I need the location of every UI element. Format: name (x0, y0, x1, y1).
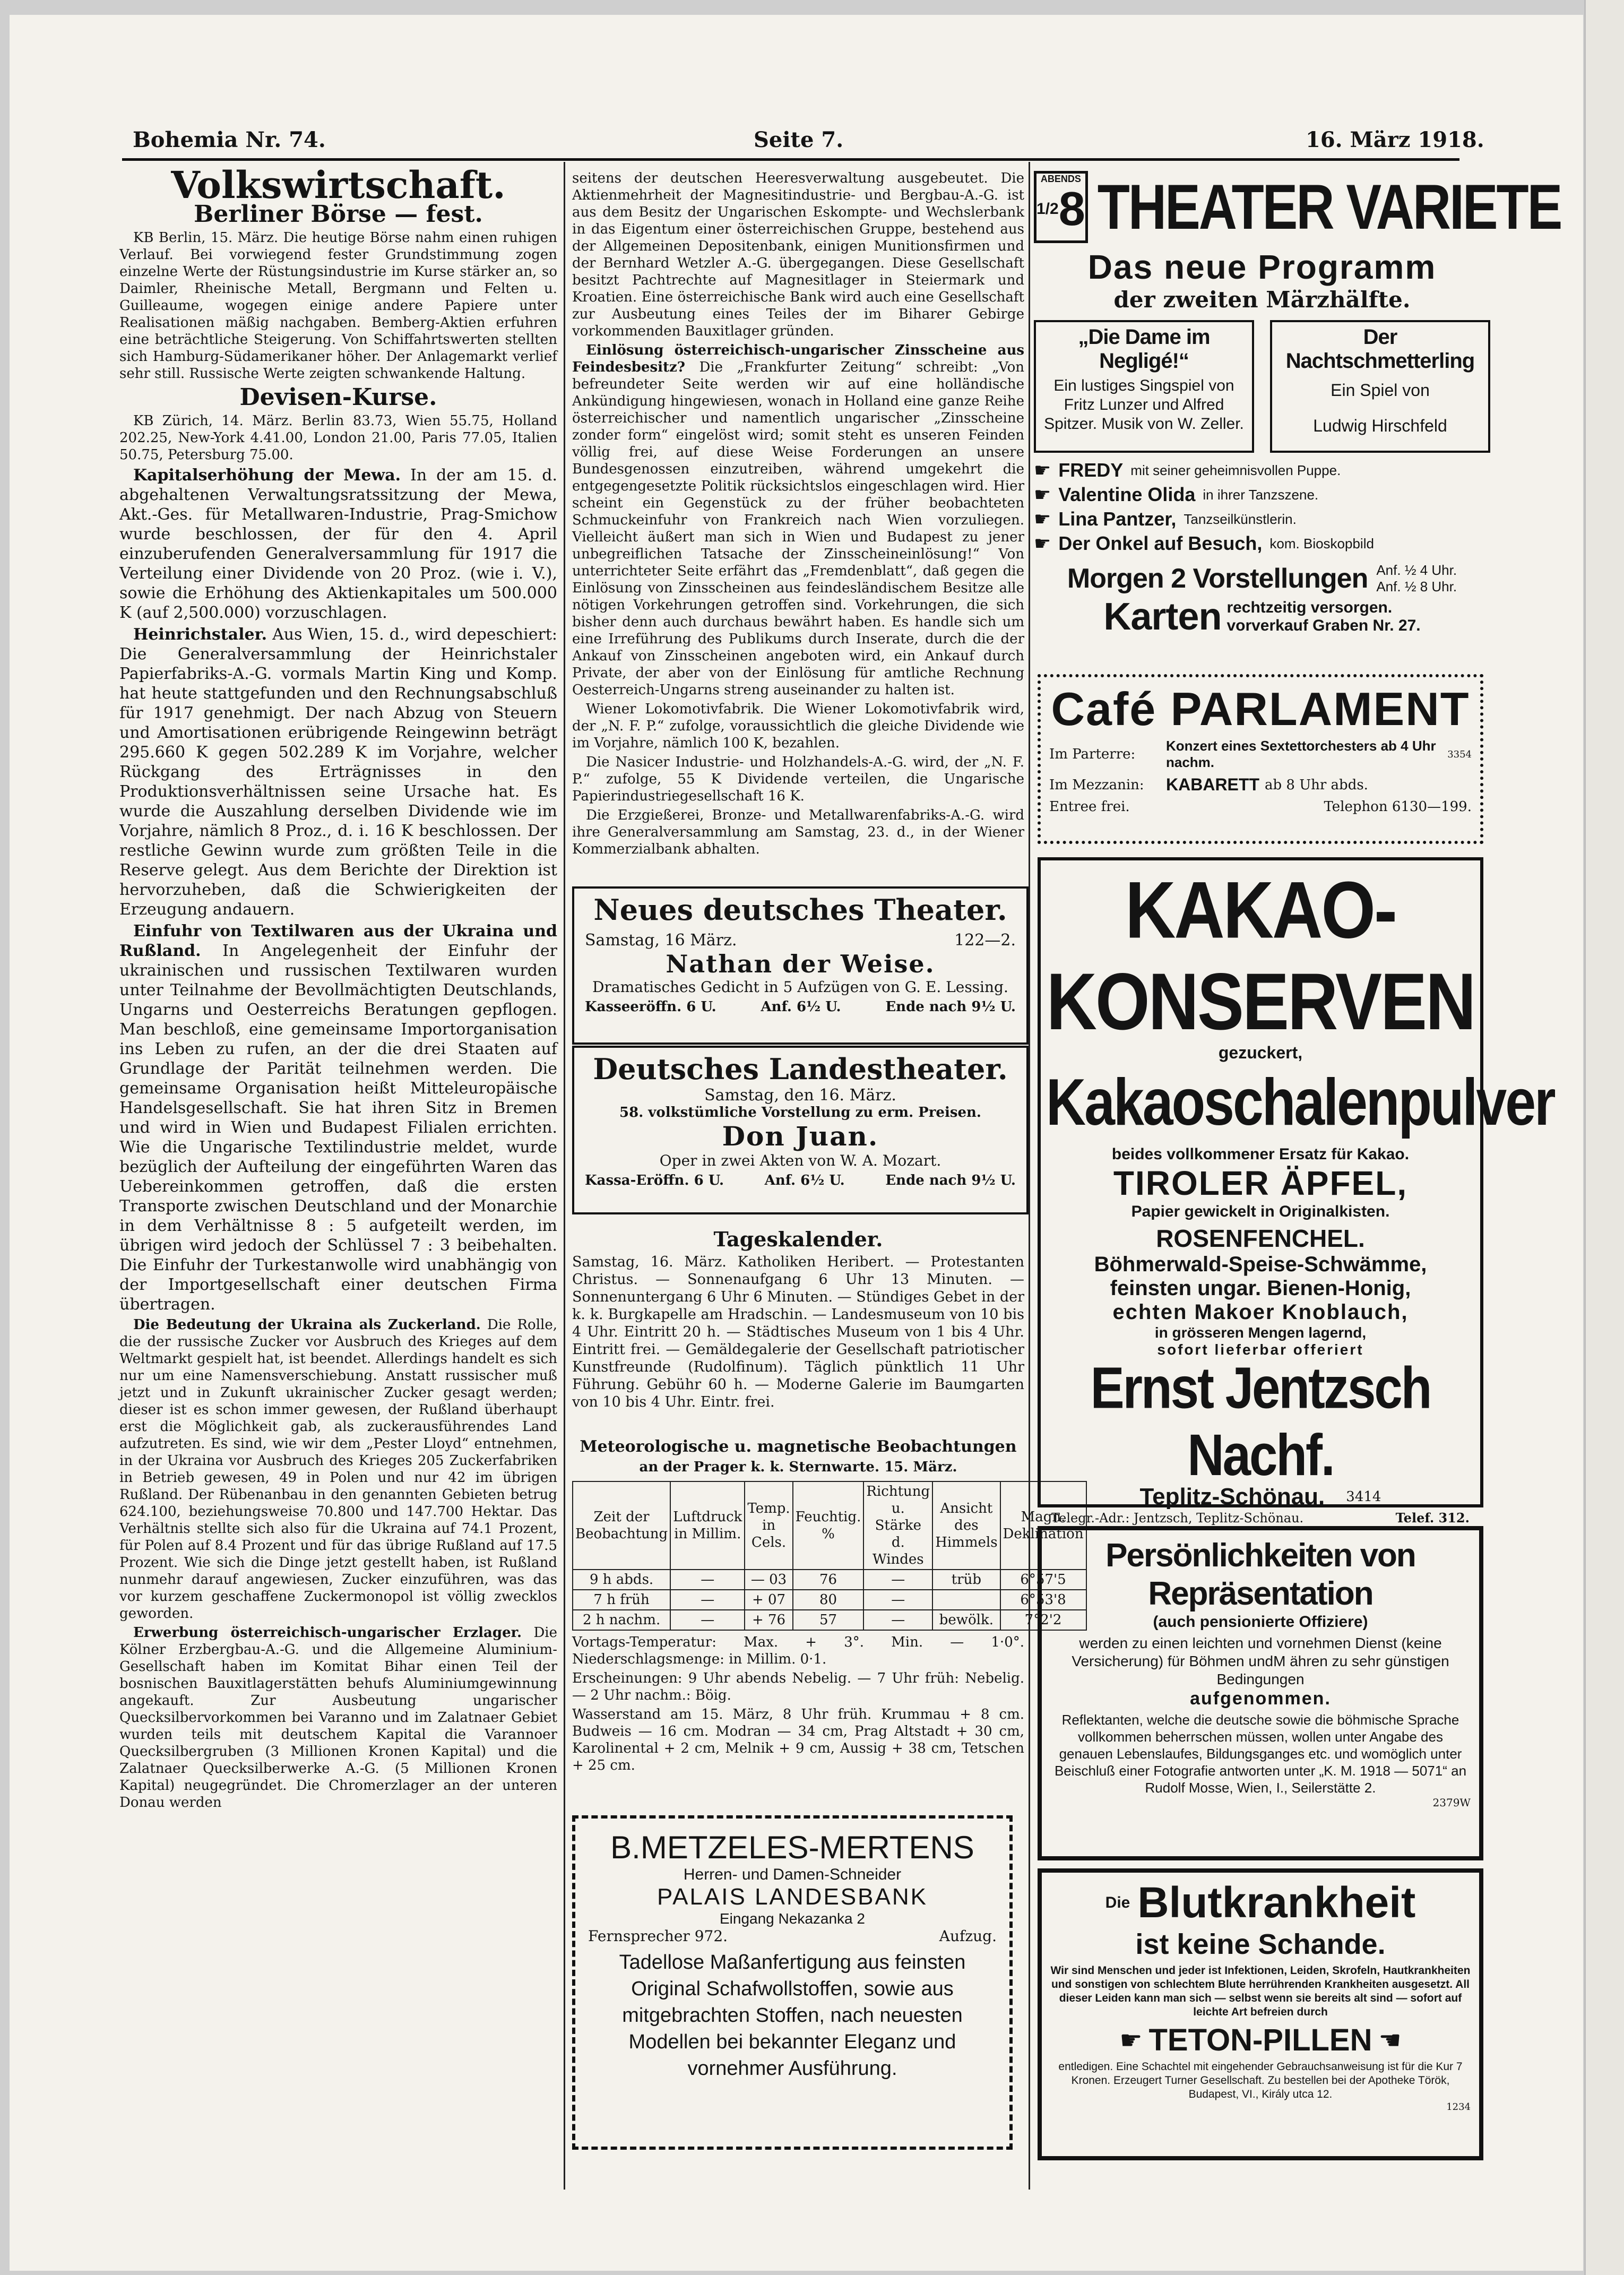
article-zinsscheine (572, 342, 1024, 699)
kakao-telef: Telef. 312. (1395, 1510, 1470, 1526)
person-aufgenommen: aufgenommen. (1190, 1688, 1331, 1709)
article-nasice: Die Nasicer Industrie- und Holzhandels-A.-G. wird, der „N. F. P.“ zufolge, 55 K Dividende verteilen, die Ungarische Papierindustriegesellschaft 16 K. (572, 754, 1024, 804)
meteo-subtitle: an der Prager k. k. Sternwarte. 15. März. (639, 1459, 957, 1475)
blut-title2: ist keine Schande. (1135, 1928, 1386, 1960)
table-cell: 6°57'5 (1000, 1570, 1086, 1590)
theater-ende: Ende nach 9½ U. (885, 1173, 1016, 1188)
kakao-gez: gezuckert, (1218, 1043, 1303, 1062)
devisen-title: Devisen-Kurse. (239, 384, 437, 411)
parlament-name: Café PARLAMENT (1051, 683, 1470, 735)
article-body: In der am 15. d. abgehaltenen Verwaltungsratssitzung der Mewa, Akt.-Ges. für Metallwaren-Industrie, Prag-Smichow wurde beschlossen, der für den 4. April einzuberufenden Generalversammlung für 1917 die Verteilung einer Dividende von 20 Proz. (wie i. V.), sowie die Erhöhung des Aktienkapitales um 500.000 K (auf 2,500.000) vorzuschlagen. (119, 466, 557, 622)
table-cell: 76 (793, 1570, 864, 1590)
theater-desc: Dramatisches Gedicht in 5 Aufzügen von G. E. Lessing. (592, 978, 1008, 996)
parlament-row-code: 3354 (1447, 748, 1472, 760)
kakao-ersatz: beides vollkommener Ersatz für Kakao. (1111, 1145, 1410, 1163)
kakao-tiroler: TIROLER ÄPFEL, (1113, 1164, 1408, 1202)
article-head: Heinrichstaler. (133, 625, 267, 644)
variete-morgen: Morgen 2 Vorstellungen (1067, 563, 1368, 594)
parlament-kabarett: KABARETT (1166, 775, 1259, 794)
pointing-hand-icon: ☛ (1034, 508, 1051, 530)
header-rule (122, 158, 1459, 161)
parlament-row-text: ab 8 Uhr abds. (1264, 777, 1368, 793)
table-cell: bewölk. (932, 1610, 1000, 1630)
table-header: Magn. Deklination (1000, 1481, 1086, 1570)
variete-prog2: der zweiten Märzhälfte. (1113, 287, 1411, 313)
kakao-honig: feinsten ungar. Bienen-Honig, (1110, 1277, 1411, 1300)
meteo-notes: Wasserstand am 15. März, 8 Uhr früh. Krummau + 8 cm. Budweis — 16 cm. Modran — 34 cm, Prag Altstadt + 30 cm, Karolinental + 2 cm, Melnik + 9 cm, Aussig + 38 cm, Tetschen + 25 cm. (572, 1707, 1024, 1773)
act-desc: mit seiner geheimnisvollen Puppe. (1130, 462, 1341, 478)
article-head: Die Bedeutung der Ukraina als Zuckerland. (133, 1317, 481, 1333)
table-cell: 57 (793, 1610, 864, 1630)
variete-left-box (1034, 320, 1254, 453)
variete-anf1: Anf. ½ 4 Uhr. (1376, 562, 1457, 578)
table-row (573, 1570, 1086, 1590)
blut-text1: Wir sind Menschen und jeder ist Infektionen, Leiden, Skrofeln, Hautkrankheiten und sonstigen von schlechtem Blute herrührenden Krankheiten ausgesetzt. All dieser Leiden kann man sich — selbst wenn sie bereits alt sind — sofort auf leichte Art befreien durch (1050, 1964, 1471, 2018)
theater-kasse: Kasseeröffn. 6 U. (585, 999, 716, 1015)
header-date: 16. März 1918. (1306, 127, 1484, 152)
meteo-notes: Vortags-Temperatur: Max. + 3°. Min. — 1·0°. Niederschlagsmenge: in Millim. 0·1. (572, 1634, 1024, 1667)
blut-title1: Blutkrankheit (1137, 1878, 1416, 1927)
act-desc: kom. Bioskopbild (1269, 535, 1374, 551)
blut-pillen: TETON-PILLEN (1148, 2023, 1372, 2057)
table-cell: trüb (932, 1570, 1000, 1590)
theater-code: 122—2. (954, 931, 1016, 950)
kakao-knoblauch: echten Makoer Knoblauch, (1112, 1300, 1409, 1324)
table-cell: + 76 (745, 1610, 792, 1630)
table-cell: — (670, 1610, 745, 1630)
person-title: Persönlichkeiten von Repräsentation (1105, 1537, 1415, 1612)
theater-play: Don Juan. (722, 1121, 879, 1152)
table-cell: — (670, 1590, 745, 1610)
kakao-fenchel: ROSENFENCHEL. (1156, 1225, 1365, 1252)
meteo-title: Meteorologische u. magnetische Beobachtungen (580, 1437, 1017, 1456)
kakao-num: 3414 (1346, 1489, 1381, 1505)
act-name: Der Onkel auf Besuch, (1058, 532, 1263, 554)
variete-time-frac: 1/2 (1036, 200, 1059, 218)
pointing-hand-icon: ☛ (1119, 2025, 1143, 2055)
blut-text2: entledigen. Eine Schachtel mit eingehender Gebrauchsanweisung ist für die Kur 7 Kronen. Erzeugert Turner Gesellschaft. Zu bestellen bei der Apotheke Török, Budapest, VI., Király utca 12. (1058, 2061, 1463, 2100)
table-cell: — 03 (745, 1570, 792, 1590)
theater-kasse: Kassa-Eröffn. 6 U. (585, 1173, 724, 1188)
article-ukraina (119, 1316, 557, 1622)
theater-neues-deutsches (572, 886, 1029, 1045)
parlament-row-text: Konzert eines Sextettorchesters ab 4 Uhr nachm. (1166, 738, 1436, 770)
variete-right-text: Ein Spiel von (1331, 381, 1430, 400)
table-row (573, 1610, 1086, 1630)
ad-metzeles-line1: Herren- und Damen-Schneider (683, 1866, 902, 1883)
article-erzlager (119, 1624, 557, 1811)
person-code: 2379W (1432, 1796, 1471, 1809)
header-page-number: Seite 7. (754, 127, 844, 152)
kakao-sofort: sofort lieferbar offeriert (1157, 1341, 1364, 1358)
devisen-text: KB Zürich, 14. März. Berlin 83.73, Wien 55.75, Holland 202.25, New-York 4.41.00, London 21.00, Paris 77.05, Italien 50.75, Petersburg 75.00. (119, 413, 557, 463)
pointing-hand-icon: ☛ (1034, 459, 1051, 481)
ad-metzeles-lift: Aufzug. (939, 1927, 997, 1945)
kakao-mengen: in grösseren Mengen lagernd, (1154, 1324, 1367, 1341)
table-cell: 7 h früh (573, 1590, 670, 1610)
pointing-hand-icon: ☛ (1034, 484, 1051, 506)
tageskalender-title: Tageskalender. (713, 1227, 883, 1251)
kakao-telegr: Telegr.-Adr.: Jentzsch, Teplitz-Schönau. (1051, 1510, 1304, 1526)
ad-cafe-parlament (1038, 674, 1483, 844)
variete-time-box (1034, 171, 1088, 243)
article-lokomotiv: Wiener Lokomotivfabrik. Die Wiener Lokomotivfabrik wird, der „N. F. P.“ zufolge, voraussichtlich die gleiche Dividende wie im Vorjahre, nämlich 100 K, bezahlen. (572, 701, 1024, 751)
parlament-phone: Telephon 6130—199. (1324, 799, 1472, 815)
variete-time-num: 8 (1058, 183, 1085, 236)
pointing-hand-icon: ☛ (1034, 532, 1051, 555)
theater-date: Samstag, den 16. März. (704, 1086, 896, 1105)
variete-acts (1034, 458, 1490, 556)
variete-left-title: „Die Dame im Negligé!“ (1078, 325, 1210, 373)
table-cell: — (863, 1610, 932, 1630)
ad-metzeles-phone: Fernsprecher 972. (588, 1927, 728, 1945)
table-header: Luftdruck in Millim. (670, 1481, 745, 1570)
article-heinrichstaler (119, 625, 557, 919)
variete-right-author: Ludwig Hirschfeld (1313, 416, 1447, 435)
table-cell: 2 h nachm. (573, 1610, 670, 1630)
table-cell: 7°2'2 (1000, 1610, 1086, 1630)
ad-metzeles-palais: PALAIS LANDESBANK (657, 1884, 928, 1910)
variete-karten: Karten (1103, 596, 1222, 638)
theater-landestheater (572, 1046, 1029, 1214)
tageskalender (572, 1221, 1024, 1433)
variete-prog1: Das neue Programm (1087, 248, 1437, 286)
variete-anf2: Anf. ½ 8 Uhr. (1376, 579, 1457, 594)
variete-right-title: Der Nachtschmetterling (1285, 325, 1475, 373)
table-cell: 9 h abds. (573, 1570, 670, 1590)
table-cell: — (863, 1570, 932, 1590)
parlament-row-label: Im Mezzanin: (1049, 777, 1144, 793)
act-desc: in ihrer Tanzszene. (1203, 486, 1319, 503)
parlament-row-label: Im Parterre: (1049, 746, 1136, 762)
theater-date: Samstag, 16 März. (585, 931, 737, 950)
article-mewa (119, 466, 557, 623)
column-rule (1029, 162, 1030, 2190)
economy-column (119, 163, 558, 2203)
variete-title: THEATER VARIETE (1097, 171, 1561, 243)
article-head: Einlösung österreichisch-ungarischer Zinsscheine aus Feindesbesitz? (572, 342, 1024, 375)
table-header-row (573, 1481, 1086, 1570)
article-body: Aus Wien, 15. d., wird depeschiert: Die Generalversammlung der Heinrichstaler Papierfabriks-A.-G. vormals Martin King und Komp. hat heute stattgefunden und den Rechnungsabschluß für 1917 genehmigt. Der nach Abzug von Steuern und Amortisationen erübrigende Reingewinn beträgt 295.660 K gegen 502.289 K im Vorjahre, welcher Rückgang des Erträgnisses in den Produktionsverhältnissen seine Ursache hat. Es wurde die Auszahlung derselben Dividende wie im Vorjahre, nämlich 8 Proz., d. i. 16 K beschlossen. Der restliche Gewinn wurde zum größten Teile in die Reserve gelegt. Aus dem Berichte der Direktion ist hervorzuheben, daß die Schwierigkeiten der Erzeugung andauern. (119, 625, 557, 919)
article-body: In Angelegenheit der Einfuhr der ukrainischen und russischen Textilwaren wurden unter Teilnahme der Bevollmächtigten Deutschlands, Ungarns und Oesterreichs Beratungen gepflogen. Man beschloß, eine gemeinsame Importorganisation ins Leben zu rufen, an der die drei Staaten auf Grundlage der Parität teilnehmen werden. Die gemeinsame Organisation heißt Mitteleuropäische Handelsgesellschaft. Sie hat ihren Sitz in Bremen und wird in Wien und Budapest Filialen errichten. Wie die Ungarische Textilindustrie meldet, wurde bezüglich der Aufteilung der eingeführten Waren das Uebereinkommen getroffen, daß die ersten Transporte zwischen Deutschland und der Monarchie in dem Verhältnisse 8 : 5 aufgeteilt werden, im übrigen wird jedoch der Schlüssel 7 : 3 beibehalten. Die Einfuhr der Turkestanwolle wird unabhängig von der Importgesellschaft einer deutschen Firma übertragen. (119, 942, 557, 1314)
table-cell: — (863, 1590, 932, 1610)
page-edge (1584, 0, 1624, 2275)
variete-karten2: rechtzeitig versorgen. (1226, 599, 1393, 616)
variete-karten3: vorverkauf Graben Nr. 27. (1226, 617, 1421, 634)
person-text1: werden zu einen leichten und vornehmen Dienst (keine Versicherung) für Böhmen undM ähren zu sehr günstigen Bedingungen (1072, 1635, 1449, 1687)
blut-die: Die (1105, 1894, 1130, 1911)
meteo-notes: Erscheinungen: 9 Uhr abends Nebelig. — 7 Uhr früh: Nebelig. — 2 Uhr nachm.: Böig. (572, 1670, 1024, 1703)
ad-kakao-konserven (1038, 857, 1554, 1526)
table-cell: — (670, 1570, 745, 1590)
ad-persoenlichkeiten (1038, 1526, 1483, 1860)
theater-anfang: Anf. 6½ U. (761, 999, 841, 1015)
act-desc: Tanzseilkünstlerin. (1184, 511, 1297, 527)
theater-play: Nathan der Weise. (666, 950, 935, 978)
kakao-schwamm: Böhmerwald-Speise-Schwämme, (1094, 1253, 1427, 1276)
kakao-ort: Teplitz-Schönau. (1139, 1484, 1325, 1510)
article-head: Kapitalserhöhung der Mewa. (133, 466, 401, 485)
ad-metzeles-entrance: Eingang Nekazanka 2 (720, 1910, 865, 1927)
table-header: Feuchtig. % (793, 1481, 864, 1570)
ad-metzeles-body: Tadellose Maßanfertigung aus feinsten Original Schafwollstoffen, sowie aus mitgebrachten Stoffen, nach neuesten Modellen bei bekannter Eleganz und vornehmer Ausführung. (619, 1951, 966, 2080)
kakao-pulver: Kakaoschalenpulver (1046, 1065, 1554, 1140)
blut-code: 1234 (1446, 2101, 1471, 2113)
ad-metzeles (572, 1815, 1013, 2150)
table-cell: + 07 (745, 1590, 792, 1610)
theater-title: Neues deutsches Theater. (593, 893, 1007, 927)
theater-anfang: Anf. 6½ U. (764, 1173, 845, 1188)
person-text2: Reflektanten, welche die deutsche sowie die böhmische Sprache vollkommen beherrschen müssen, wollen unter Angabe des genauen Lebenslaufes, Bildungsganges etc. und womöglich unter Beischluß einer Fotografie antworten unter „K. M. 1918 — 5071“ an Rudolf Mosse, Wien, I., Seilerstätte 2. (1054, 1712, 1467, 1796)
meteo-table (572, 1481, 1087, 1631)
article-body: Die „Frankfurter Zeitung“ schreibt: „Von befreundeter Seite werden wir auf eine holländische Ankündigung hingewiesen, wonach in Holland eine ganze Reihe österreichischer und namentlich ungarischer „Zinsscheine zonder form“ eingelöst wird; somit steht es unseren Feinden völlig frei, auf diese Weise Forderungen an unsere Bundesgenossen einzutreiben, während umgekehrt die entgegengesetzte Politik rücksichtslos eingeschlagen wird. Hier scheint ein Gegenstück zu der früher beobachteten Schmuckeinfuhr von Frankreich nach Wien vorzuliegen. Vielleicht äußert man sich in Wien und Budapest zu jener unbegreiflichen Tatsache der Zinsscheineinlösung!“ Von unterrichteter Seite erfährt das „Fremdenblatt“, daß gegen die Einlösung von Zinsscheinen aus feindesländischem Besitze alle nötigen Vorkehrungen getroffen sind. Vorkehrungen, die sich bisher denn auch durchaus bewährt haben. Es handle sich um eine Irreführung des Publikums durch Inserate, durch die der Ankauf von Zinsscheinen angeboten wird, ein Ankauf durch Private, der aber von der Einlösung für amtliche Rechnung Oesterreich-Ungarns streng auseinander zu halten ist. (572, 359, 1025, 698)
person-sub: (auch pensionierte Offiziere) (1153, 1613, 1368, 1631)
table-cell: 6°53'8 (1000, 1590, 1086, 1610)
theater-ende: Ende nach 9½ U. (885, 999, 1016, 1015)
act-name: Lina Pantzer, (1058, 508, 1177, 530)
article-textil (119, 921, 557, 1314)
article-erzgiesserei: Die Erzgießerei, Bronze- und Metallwarenfabriks-A.-G. wird ihre Generalversammlung am Samstag, 23. d., in der Wiener Kommerzialbank abhalten. (572, 807, 1024, 857)
kakao-papier: Papier gewickelt in Originalkisten. (1131, 1203, 1390, 1220)
ad-blutkrankheit (1038, 1868, 1483, 2160)
article-head: Einfuhr von Textilwaren aus der Ukraina und Rußland. (119, 922, 557, 960)
kakao-firma: Ernst Jentzsch Nachf. (1090, 1355, 1431, 1488)
table-header: Ansicht des Himmels (932, 1481, 1000, 1570)
column-rule (564, 162, 565, 2190)
table-cell (932, 1590, 1000, 1610)
theater-desc: Oper in zwei Akten von W. A. Mozart. (659, 1152, 941, 1169)
variete-time-top: ABENDS (1040, 174, 1081, 184)
theater-title: Deutsches Landestheater. (593, 1052, 1008, 1086)
boerse-text: KB Berlin, 15. März. Die heutige Börse nahm einen ruhigen Verlauf. Bei vorwiegend fester Grundstimmung zogen einzelne Werte der Rüstungsindustrie im Kurse stärker an, so Daimler, Rheinische Metall, Bergmann und Felten u. Guilleaume, wogegen einige andere Papiere unter Realisationen mäßig nachgaben. Bemberg-Aktien erfuhren eine beträchtliche Steigerung. Von Schiffahrtswerten stellten sich Hamburg-Südamerikaner höher. Der Anlagemarkt verlief sehr still. Russische Werte zeigten schwankende Haltung. (119, 230, 557, 382)
parlament-entree: Entree frei. (1049, 799, 1130, 815)
theater-note: 58. volkstümliche Vorstellung zu erm. Preisen. (619, 1105, 981, 1121)
table-header: Richtung u. Stärke d. Windes (863, 1481, 932, 1570)
header-paper-name: Bohemia Nr. 74. (133, 127, 326, 152)
act-name: Valentine Olida (1058, 484, 1196, 505)
kakao-title: KAKAO-KONSERVEN (1046, 865, 1475, 1047)
table-header: Temp. in Cels. (745, 1481, 792, 1570)
boerse-title: Berliner Börse — fest. (194, 201, 483, 228)
pointing-hand-left-icon: ☚ (1378, 2025, 1402, 2055)
article-body: Die Rolle, die der russische Zucker vor Ausbruch des Krieges auf dem Weltmarkt gespielt hat, ist beendet. Allerdings handelt es sich nur um eine Namensverschiebung. Anstatt russischer muß jetzt und in Zukunft ukrainischer Zucker gesagt werden; dieser ist es schon immer gewesen, der Rußland überhaupt erst die Möglichkeit gab, als zuckerausführendes Land aufzutreten. Es sind, wie wir dem „Pester Lloyd“ entnehmen, in der Ukraina vor Ausbruch des Krieges 205 Zuckerfabriken in Betrieb gewesen, 49 in Polen und nur 42 im übrigen Rußland. Der Rübenanbau in den genannten Gebieten betrug 624.100, beziehungsweise 70.800 und 147.700 Hektar. Das Verhältnis stellte sich also für die Ukraina auf 74.1 Prozent, für Polen auf 8.4 Prozent und für das übrige Rußland auf 17.5 Prozent. Wie sich die Dinge jetzt gestellt haben, ist Rußland nunmehr darauf angewiesen, Zucker einzuführen, was das vor kurzem geschaffene Zuckermonopol ist völlig zwecklos geworden. (119, 1317, 557, 1622)
table-header: Zeit der Beobachtung (573, 1481, 670, 1570)
ad-variete (1034, 170, 1561, 669)
economy-column-continued (572, 170, 1024, 881)
act-name: FREDY (1058, 459, 1124, 481)
article-head: Erwerbung österreichisch-ungarischer Erzlager. (133, 1625, 522, 1641)
meteo-section (572, 1437, 1084, 1805)
variete-left-text: Ein lustiges Singspiel von Fritz Lunzer und Alfred Spitzer. Musik von W. Zeller. (1044, 377, 1244, 433)
ad-metzeles-name: B.METZELES-MERTENS (610, 1830, 974, 1865)
article-continued: seitens der deutschen Heeresverwaltung ausgebeutet. Die Aktienmehrheit der Magnesitindustrie- und Bergbau-A.-G. ist aus dem Besitz der Ungarischen Eskompte- und Wechslerbank in das Eigentum einer österreichischen Gruppe, bestehend aus der Allgemeinen Depositenbank, einigen Munitionsfirmen und der Bernhard Wetzler A.-G. übergegangen. Diese Gesellschaft besitzt Pachtrechte auf Magnesitlager in Steiermark und Kroatien. Eine österreichische Bank wird auch eine Gesellschaft zur Ausbeutung eines Teiles der im Biharer Gebirge vorkommenden Bauxitlager gründen. (572, 170, 1024, 339)
tageskalender-text: Samstag, 16. März. Katholiken Heribert. — Protestanten Christus. — Sonnenaufgang 6 Uhr 13 Minuten. — Sonnenuntergang 6 Uhr 6 Minuten. — Stündiges Gebet in der k. k. Burgkapelle am Hradschin. — Landesmuseum von 10 bis 4 Uhr. Eintritt 20 h. — Städtisches Museum von 1 bis 4 Uhr. Eintritt frei. — Gemäldegalerie der Gesellschaft patriotischer Kunstfreunde (Rudolfinum). Täglich pünktlich 11 Uhr Führung. Gebühr 60 h. — Moderne Galerie im Baumgarten von 10 bis 4 Uhr. Eintr. frei. (572, 1254, 1024, 1410)
article-body: Die Kölner Erzbergbau-A.-G. und die Allgemeine Aluminium-Gesellschaft haben im Komitat Bihar einen Teil der bosnischen Bauxitlagerstätten behufs Aluminiumgewinnung angekauft. Zur Ausbeutung ungarischer Quecksilbervorkommen bei Varanno und im Zalatnaer Gebiet wurden teils mit deutschem Kapital die Varannoer Quecksilbergruben (3 Millionen Kronen Kapital) und die Zalatnaer Quecksilberwerke A.-G. (5 Millionen Kronen Kapital) neugegründet. Die Chromerzlager an der unteren Donau werden (119, 1625, 558, 1811)
variete-right-box (1270, 320, 1490, 453)
section-title: Volkswirtschaft. (171, 163, 506, 207)
table-row (573, 1590, 1086, 1610)
table-cell: 80 (793, 1590, 864, 1610)
